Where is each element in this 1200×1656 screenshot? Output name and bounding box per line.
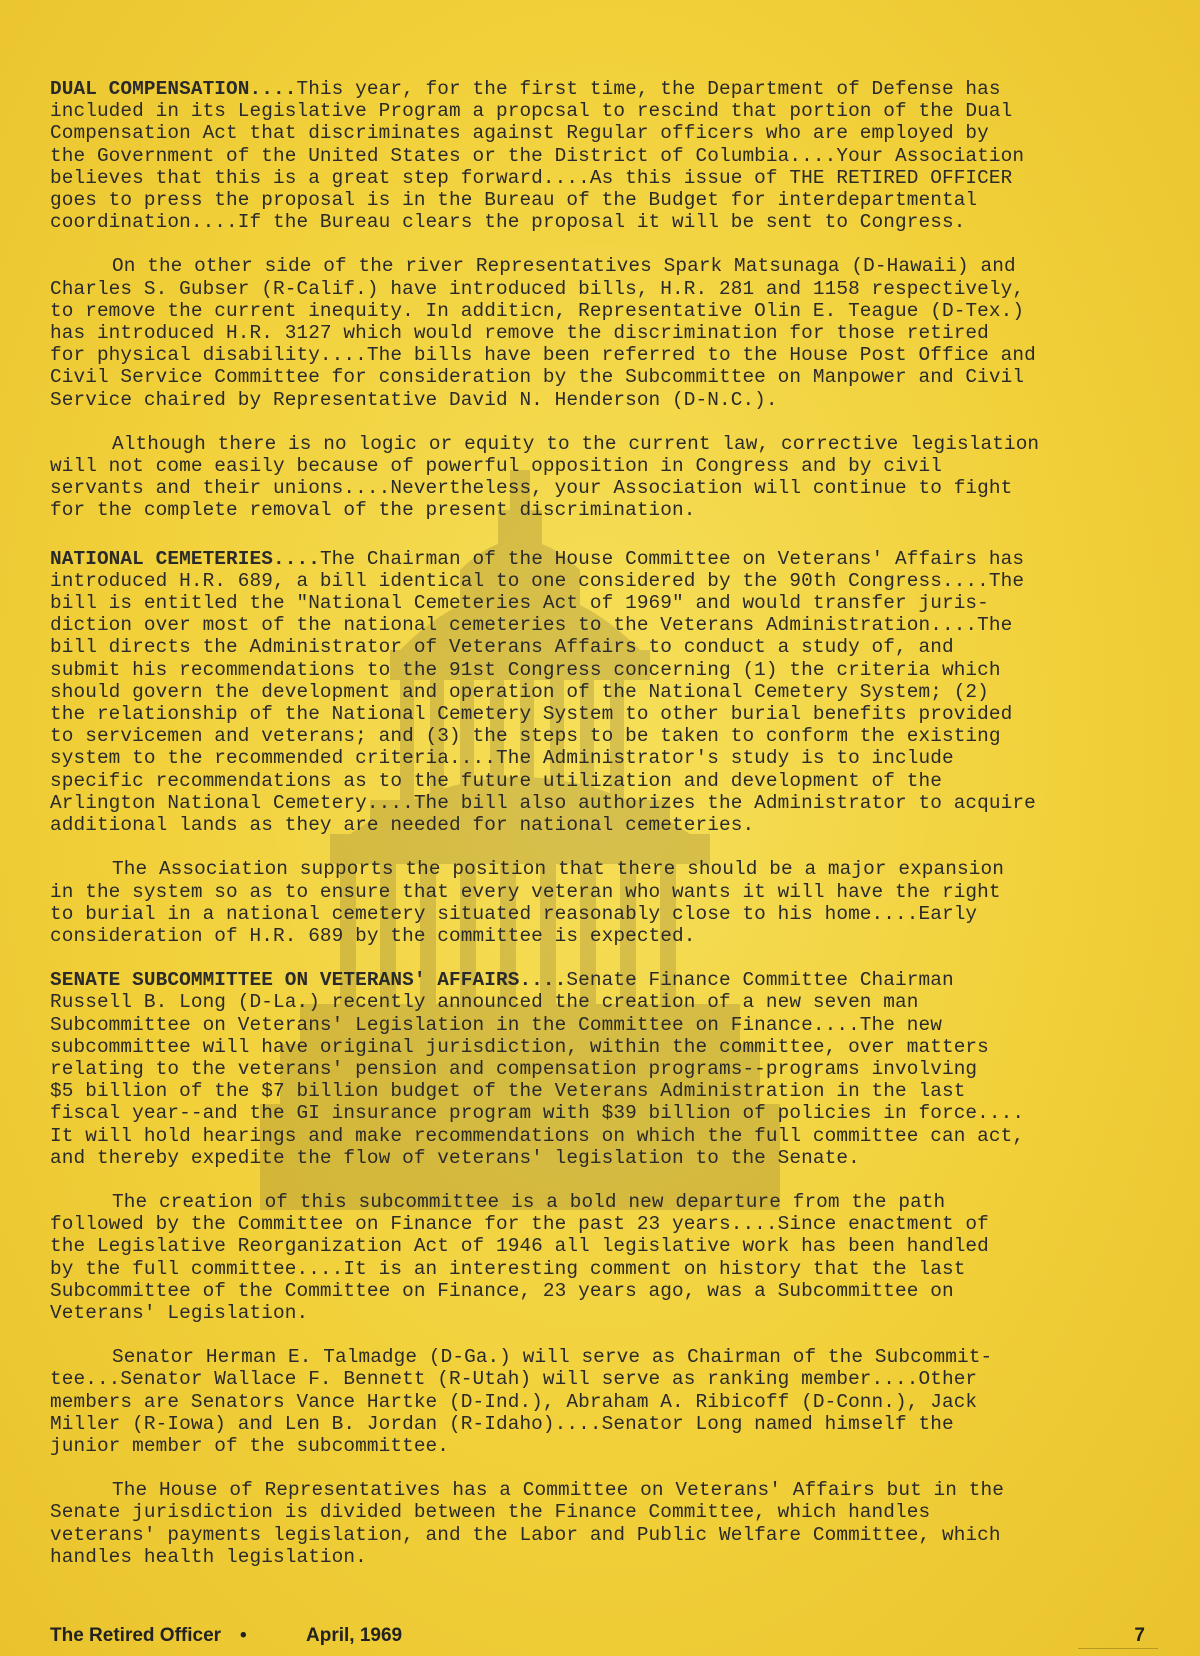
senate-subcommittee-paragraph-4: The House of Representatives has a Committee on Veterans' Affairs but in the Senate jurisdiction is divided between the Finance Committee, which handles veterans' payments legislation, and the Labor and Public Welfare Committee, which handles health legislation. xyxy=(50,1479,1004,1568)
senate-subcommittee-text-1: Senate Finance Committee Chairman Russell B. Long (D-La.) recently announced the creation of a new seven man Subcommittee on Veterans' Legislation in the Committee on Finance....The new subcommittee will have original jurisdiction, within the committee, over matters relating to the veterans' pension and compensation programs--programs involving $5 billion of the $7 billion budget of the Veterans Administration in the last fiscal year--and the GI insurance program with $39 billion of policies in force.... It will hold hearings and make recommendations on which the full committee can act, and thereby expedite the flow of veterans' legislation to the Senate. xyxy=(50,969,1025,1169)
corner-rule xyxy=(1078,1648,1158,1649)
publication-name: The Retired Officer xyxy=(50,1625,222,1646)
dual-compensation-text-1: This year, for the first time, the Department of Defense has included in its Legislative Program a propcsal to rescind that portion of the Dual Compensation Act that discriminates against Regular officers who are employed by the Government of the United States or the District of Columbia....Your Association believes that this is a great step forward....As this issue of THE RETIRED OFFICER goes to press the proposal is in the Bureau of the Budget for interdepartmental coordination....If the Bureau clears the proposal it will be sent to Congress. xyxy=(50,78,1025,234)
dual-compensation-paragraph-2: On the other side of the river Representatives Spark Matsunaga (D-Hawaii) and Charles S. Gubser (R-Calif.) have introduced bills, H.R. 281 and 1158 respectively, to remove the current inequity. In additicn, Representative Olin E. Teague (D-Tex.) has introduced H.R. 3127 which would remove the discrimination for those retired for physical disability....The bills have been referred to the House Post Office and Civil Service Committee for consideration by the Subcommittee on Manpower and Civil Service chaired by Representative David N. Henderson (D-N.C.). xyxy=(50,255,1036,411)
senate-subcommittee-paragraph-2: The creation of this subcommittee is a bold new departure from the path followed by the Committee on Finance for the past 23 years....Since enactment of the Legislative Reorganization Act of 1946 all legislative work has been handled by the full committee....It is an interesting comment on history that the last Subcommittee of the Committee on Finance, 23 years ago, was a Subcommittee on Veterans' Legislation. xyxy=(50,1190,989,1324)
dual-compensation-paragraph-1 xyxy=(50,78,1160,233)
senate-subcommittee-heading: SENATE SUBCOMMITTEE ON VETERANS' AFFAIRS.... xyxy=(50,969,567,992)
dual-compensation-paragraph-3: Although there is no logic or equity to the current law, corrective legislation will not come easily because of powerful opposition in Congress and by civil servants and their unions....Nevertheless, your Association will continue to fight for the complete removal of the present discrimination. xyxy=(50,432,1040,522)
dual-compensation-heading: DUAL COMPENSATION.... xyxy=(50,78,297,100)
national-cemeteries-heading: NATIONAL CEMETERIES.... xyxy=(50,547,320,570)
footer-bullet: • xyxy=(240,1625,247,1646)
national-cemeteries-paragraph-1 xyxy=(50,548,1160,837)
senate-subcommittee-paragraph-3: Senator Herman E. Talmadge (D-Ga.) will serve as Chairman of the Subcommit- tee...Senator Wallace F. Bennett (R-Utah) will serve as ranking member....Other members are Senators Vance Hartke (D-Ind.), Abraham A. Ribicoff (D-Conn.), Jack Miller (R-Iowa) and Len B. Jordan (R-Idaho)....Senator Long named himself the junior member of the subcommittee. xyxy=(50,1346,993,1457)
senate-subcommittee-paragraph-1 xyxy=(50,969,1160,1169)
national-cemeteries-text-1: The Chairman of the House Committee on Veterans' Affairs has introduced H.R. 689, a bill identical to one considered by the 90th Congress....The bill is entitled the "National Cemeteries Act of 1969" and would transfer juris- diction over most of the national cemeteries to the Veterans Administration....The bill directs the Administrator of Veterans Affairs to conduct a study of, and submit his recommendations to the 91st Congress concerning (1) the criteria which should govern the development and operation of the National Cemetery System; (2) the relationship of the National Cemetery System to other burial benefits provided to servicemen and veterans; and (3) the steps to be taken to conform the existing system to the recommended criteria....The Administrator's study is to include specific recommendations as to the future utilization and development of the Arlington National Cemetery....The bill also authorizes the Administrator to acquire additional lands as they are needed for national cemeteries. xyxy=(50,547,1036,837)
page-number: 7 xyxy=(1134,1625,1145,1646)
national-cemeteries-paragraph-2: The Association supports the position that there should be a major expansion in the system so as to ensure that every veteran who wants it will have the right to burial in a national cemetery situated reasonably close to his home....Early consideration of H.R. 689 by the committee is expected. xyxy=(50,858,1004,947)
article-body xyxy=(50,78,1160,1568)
issue-date: April, 1969 xyxy=(306,1625,403,1646)
